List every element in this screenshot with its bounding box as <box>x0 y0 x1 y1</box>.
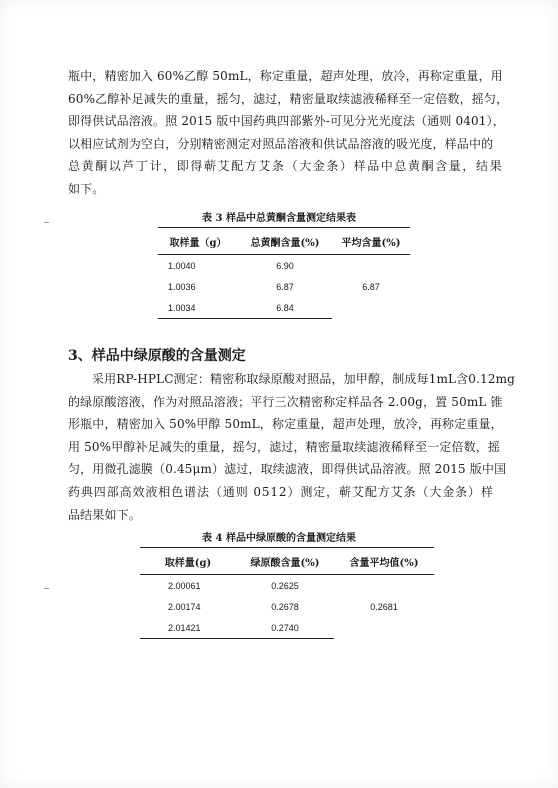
table-header-row <box>158 228 410 255</box>
table-header-row <box>140 548 434 575</box>
column-header: 绿原酸含量(%) <box>236 548 334 575</box>
sample-weight-cell: 1.0040 <box>168 260 196 271</box>
table3-flavonoid-results <box>158 227 410 319</box>
table4-caption: 表 4 样品中绿原酸的含量测定结果 <box>202 533 356 544</box>
average-content-cell: 0.2681 <box>370 601 398 612</box>
column-header: 总黄酮含量(%) <box>238 228 332 255</box>
text-line: 品结果如下。 <box>68 507 141 522</box>
method-paragraph-chlorogenic-acid <box>68 368 515 526</box>
text-line: 以相应试剂为空白，分别精密测定对照品溶液和供试品溶液的吸光度，样品中的 <box>68 136 494 151</box>
text-line: 用 50%甲醇补足减失的重量，摇匀，滤过，精密量取续滤液稀释至一定倍数，摇 <box>68 439 501 454</box>
sample-weight-cell: 1.0034 <box>158 297 238 319</box>
content-cell: 0.2678 <box>271 601 299 612</box>
sample-weight-cell: 2.00174 <box>168 601 201 612</box>
table4-chlorogenic-acid-results <box>140 547 434 639</box>
column-header: 平均含量(%) <box>332 228 410 255</box>
table3-caption: 表 3 样品中总黄酮含量测定结果表 <box>202 213 356 224</box>
column-header: 含量平均值(%) <box>334 548 434 575</box>
text-line: 药典四部高效液相色谱法（通则 0512）测定，蕲艾配方艾条（大金条）样 <box>68 484 494 499</box>
sample-weight-cell: 1.0036 <box>168 281 196 292</box>
text-line: 采用RP-HPLC测定：精密称取绿原酸对照品，加甲醇，制成每1mL含0.12mg <box>92 372 515 386</box>
content-cell: 0.2625 <box>271 580 299 591</box>
content-cell: 6.90 <box>276 260 294 271</box>
column-header: 取样量（g） <box>158 228 238 255</box>
sample-weight-cell: 2.01421 <box>140 617 236 639</box>
text-line: 匀，用微孔滤膜（0.45μm）滤过，取续滤液，即得供试品溶液。照 2015 版中国 <box>68 462 507 477</box>
content-cell: 0.2740 <box>236 617 334 639</box>
margin-tick <box>44 588 49 589</box>
text-line: 瓶中，精密加入 60%乙醇 50mL，称定重量，超声处理，放冷，再称定重量，用 <box>68 69 503 83</box>
column-header: 取样量(g) <box>140 548 236 575</box>
sample-weight-cell: 2.00061 <box>168 580 201 591</box>
text-line: 即得供试品溶液。照 2015 版中国药典四部紫外-可见分光光度法（通则 0401）， <box>68 114 505 129</box>
text-line: 形瓶中，精密加入 50%甲醇 50mL，称定重量，超声处理，放冷，再称定重量， <box>68 417 503 432</box>
average-content-cell: 6.87 <box>362 281 380 292</box>
table-row <box>140 575 434 597</box>
section-heading: 3、样品中绿原酸的含量测定 <box>68 348 246 364</box>
text-line: 60%乙醇补足减失的重量，摇匀，滤过，精密量取续滤液稀释至一定倍数，摇匀， <box>68 91 509 106</box>
text-line: 总黄酮以芦丁计，即得蕲艾配方艾条（大金条）样品中总黄酮含量，结果 <box>68 159 504 174</box>
content-cell: 6.84 <box>238 297 332 319</box>
text-line: 的绿原酸溶液，作为对照品溶液；平行三次精密称定样品各 2.00g，置 50mL 锥 <box>68 394 503 409</box>
method-paragraph-total-flavonoids <box>68 65 509 201</box>
text-line: 如下。 <box>68 181 105 196</box>
table-row <box>158 255 410 277</box>
content-cell: 6.87 <box>276 281 294 292</box>
